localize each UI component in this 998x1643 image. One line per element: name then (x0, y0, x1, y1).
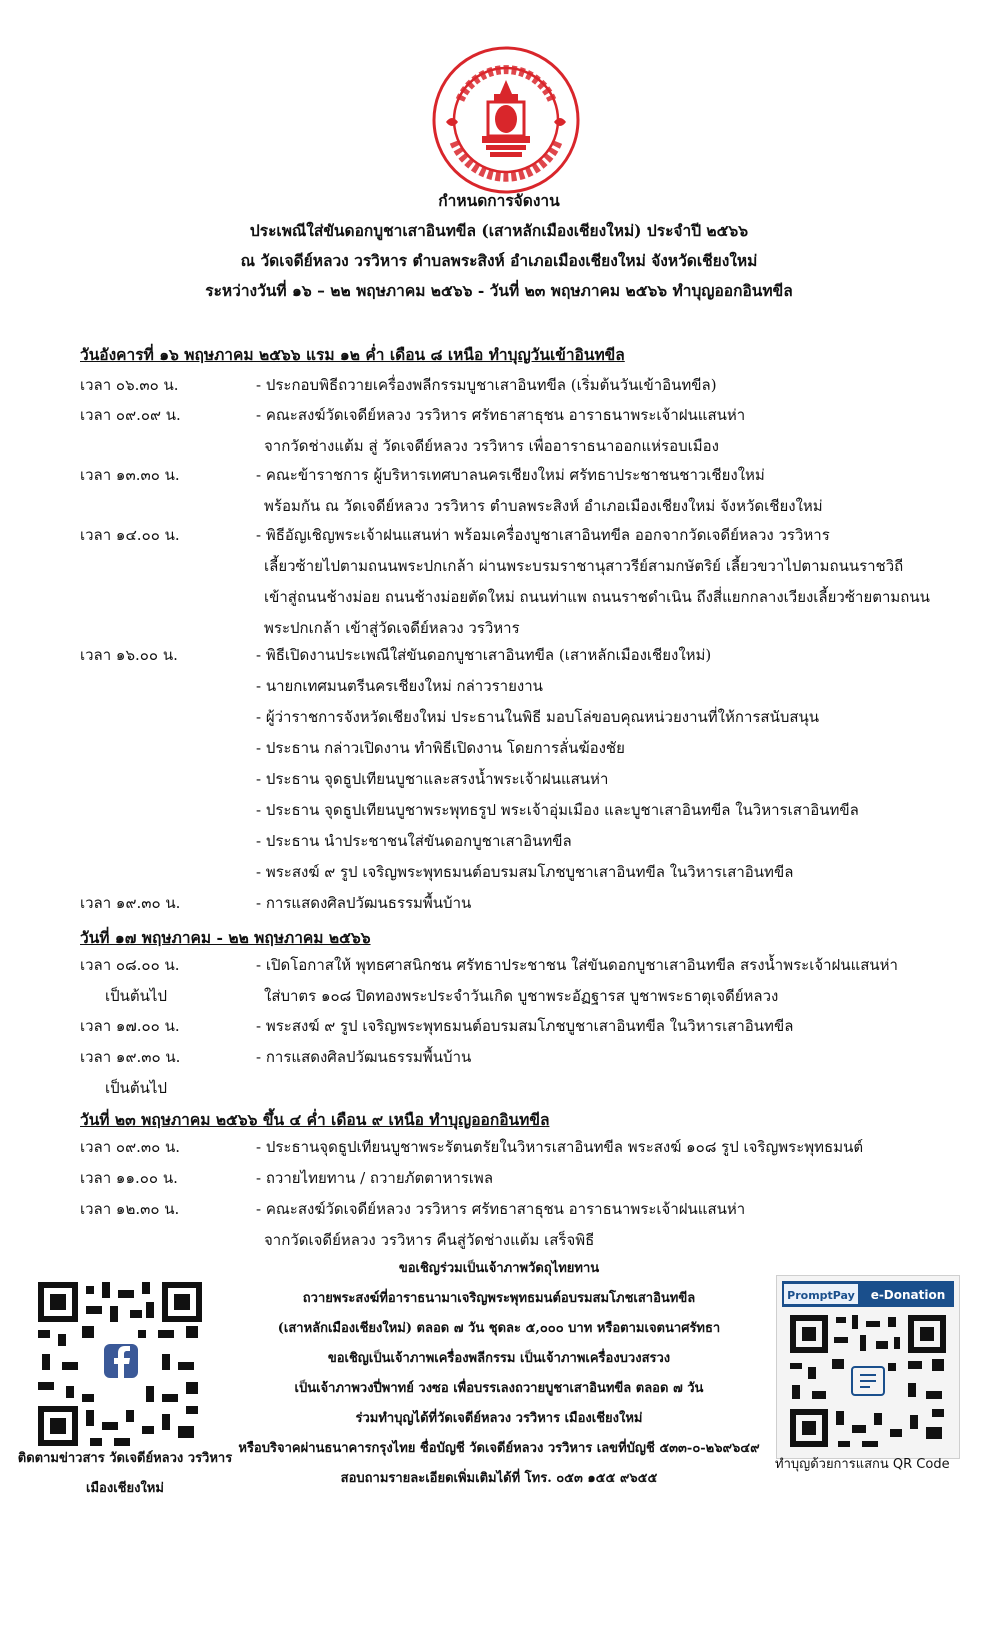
schedule-detail: จากวัดเจดีย์หลวง วรวิหาร คืนสู่วัดช่างแต้ม เสร็จพิธี (264, 1231, 595, 1249)
schedule-time: เวลา ๑๓.๓๐ น. (80, 466, 180, 484)
schedule-detail: - การแสดงศิลปวัฒนธรรมพื้นบ้าน (256, 1048, 472, 1066)
schedule-detail: - ประธาน จุดธูปเทียนบูชาและสรงน้ำพระเจ้าฝนแสนห่า (256, 770, 609, 788)
event-title: ประเพณีใส่ขันดอกบูชาเสาอินทขีล (เสาหลักเมืองเชียงใหม่) ประจำปี ๒๕๖๖ (249, 221, 749, 240)
facebook-qr-code[interactable] (38, 1282, 202, 1446)
promptpay-qr-caption: ทำบุญด้วยการแสกน QR Code (775, 1457, 950, 1472)
schedule-detail: - คณะสงฆ์วัดเจดีย์หลวง วรวิหาร ศรัทธาสาธุชน อาราธนาพระเจ้าฝนแสนห่า (256, 406, 746, 424)
schedule-detail: - ถวายไทยทาน / ถวายภัตตาหารเพล (256, 1169, 494, 1187)
schedule-detail: - พิธีอัญเชิญพระเจ้าฝนแสนห่า พร้อมเครื่องบูชาเสาอินทขีล ออกจากวัดเจดีย์หลวง วรวิหาร (256, 526, 830, 544)
schedule-detail: พระปกเกล้า เข้าสู่วัดเจดีย์หลวง วรวิหาร (264, 619, 520, 637)
schedule-detail: ใส่บาตร ๑๐๘ ปิดทองพระประจำวันเกิด บูชาพระอัฏฐารส บูชาพระธาตุเจดีย์หลวง (264, 987, 779, 1005)
schedule-detail: เลี้ยวซ้ายไปตามถนนพระปกเกล้า ผ่านพระบรมราชานุสาวรีย์สามกษัตริย์ เลี้ยวขวาไปตามถนนราชวิถี (264, 557, 904, 575)
section-heading-day2-7: วันที่ ๑๗ พฤษภาคม - ๒๒ พฤษภาคม ๒๕๖๖ (80, 928, 371, 947)
schedule-detail: - ผู้ว่าราชการจังหวัดเชียงใหม่ ประธานในพิธี มอบโล่ขอบคุณหน่วยงานที่ให้การสนับสนุน (256, 708, 820, 726)
schedule-time: เวลา ๐๙.๐๙ น. (80, 406, 181, 424)
document-heading: กำหนดการจัดงาน (438, 191, 560, 210)
schedule-detail: - เปิดโอกาสให้ พุทธศาสนิกชน ศรัทธาประชาชน ใส่ขันดอกบูชาเสาอินทขีล สรงน้ำพระเจ้าฝนแสนห่า (256, 956, 898, 974)
schedule-detail: - นายกเทศมนตรีนครเชียงใหม่ กล่าวรายงาน (256, 677, 543, 695)
event-dates: ระหว่างวันที่ ๑๖ – ๒๒ พฤษภาคม ๒๕๖๖ - วันที่ ๒๓ พฤษภาคม ๒๕๖๖ ทำบุญออกอินทขีล (205, 281, 793, 300)
edonation-label: e-Donation (870, 1288, 946, 1302)
footer-line: เป็นเจ้าภาพวงปี่พาทย์ วงซอ เพื่อบรรเลงถวายบูชาเสาอินทขีล ตลอด ๗ วัน (294, 1381, 704, 1396)
schedule-time: เวลา ๑๗.๐๐ น. (80, 1017, 180, 1035)
section-heading-day8: วันที่ ๒๓ พฤษภาคม ๒๕๖๖ ขึ้น ๔ ค่ำ เดือน ๙ เหนือ ทำบุญออกอินทขีล (80, 1110, 550, 1129)
event-venue: ณ วัดเจดีย์หลวง วรวิหาร ตำบลพระสิงห์ อำเภอเมืองเชียงใหม่ จังหวัดเชียงใหม่ (240, 251, 758, 270)
schedule-detail: - คณะข้าราชการ ผู้บริหารเทศบาลนครเชียงใหม่ ศรัทธาประชาชนชาวเชียงใหม่ (256, 466, 765, 484)
facebook-qr-caption (0, 1444, 250, 1504)
promptpay-qr-code[interactable] (776, 1275, 960, 1459)
footer-line: หรือบริจาคผ่านธนาคารกรุงไทย ชื่อบัญชี วัดเจดีย์หลวง วรวิหาร เลขที่บัญชี ๕๓๓-๐-๒๖๙๖๔๙ (238, 1441, 760, 1456)
schedule-time: เวลา ๑๙.๓๐ น. (80, 1048, 181, 1066)
schedule-time: เวลา ๑๖.๐๐ น. (80, 646, 178, 664)
schedule-time: เวลา ๑๔.๐๐ น. (80, 526, 180, 544)
schedule-detail: - พระสงฆ์ ๙ รูป เจริญพระพุทธมนต์อบรมสมโภชบูชาเสาอินทขีล ในวิหารเสาอินทขีล (256, 863, 794, 881)
schedule-detail: เข้าสู่ถนนช้างม่อย ถนนช้างม่อยตัดใหม่ ถนนท่าแพ ถนนราชดำเนิน ถึงสี่แยกกลางเวียงเลี้ยวซ้ายตามถนน (264, 588, 930, 606)
qr-caption-line: เมืองเชียงใหม่ (86, 1481, 164, 1496)
schedule-detail: - การแสดงศิลปวัฒนธรรมพื้นบ้าน (256, 894, 472, 912)
footer-line: ถวายพระสงฆ์ที่อาราธนามาเจริญพระพุทธมนต์อบรมสมโภชเสาอินทขีล (302, 1291, 696, 1306)
schedule-time: เวลา ๑๒.๓๐ น. (80, 1200, 180, 1218)
schedule-time-note: เป็นต้นไป (105, 1079, 167, 1097)
qr-caption-line: ติดตามข่าวสาร วัดเจดีย์หลวง วรวิหาร (17, 1451, 233, 1466)
schedule-time: เวลา ๐๘.๐๐ น. (80, 956, 180, 974)
schedule-detail: - พระสงฆ์ ๙ รูป เจริญพระพุทธมนต์อบรมสมโภชบูชาเสาอินทขีล ในวิหารเสาอินทขีล (256, 1017, 794, 1035)
footer-line: (เสาหลักเมืองเชียงใหม่) ตลอด ๗ วัน ชุดละ ๕,๐๐๐ บาท หรือตามเจตนาศรัทธา (277, 1321, 721, 1336)
temple-seal-logo (430, 44, 582, 196)
schedule-detail: - ประกอบพิธีถวายเครื่องพลีกรรมบูชาเสาอินทขีล (เริ่มต้นวันเข้าอินทขีล) (256, 376, 717, 394)
schedule-detail: พร้อมกัน ณ วัดเจดีย์หลวง วรวิหาร ตำบลพระสิงห์ อำเภอเมืองเชียงใหม่ จังหวัดเชียงใหม่ (264, 497, 823, 515)
schedule-time: เวลา ๐๙.๓๐ น. (80, 1138, 181, 1156)
schedule-time-note: เป็นต้นไป (105, 987, 167, 1005)
promptpay-label: PromptPay (787, 1289, 855, 1302)
schedule-time: เวลา ๑๑.๐๐ น. (80, 1169, 178, 1187)
footer-line: ขอเชิญเป็นเจ้าภาพเครื่องพลีกรรม เป็นเจ้าภาพเครื่องบวงสรวง (327, 1351, 671, 1366)
section-heading-day1: วันอังคารที่ ๑๖ พฤษภาคม ๒๕๖๖ แรม ๑๒ ค่ำ เดือน ๘ เหนือ ทำบุญวันเข้าอินทขีล (80, 345, 625, 364)
schedule-detail: จากวัดช่างแต้ม สู่ วัดเจดีย์หลวง วรวิหาร เพื่ออาราธนาออกแห่รอบเมือง (264, 437, 719, 455)
footer-line: ขอเชิญร่วมเป็นเจ้าภาพวัดถุไทยทาน (398, 1261, 600, 1276)
schedule-time: เวลา ๑๙.๓๐ น. (80, 894, 181, 912)
schedule-detail: - ประธาน นำประชาชนใส่ขันดอกบูชาเสาอินทขีล (256, 832, 572, 850)
schedule-detail: - ประธานจุดธูปเทียนบูชาพระรัตนตรัยในวิหารเสาอินทขีล พระสงฆ์ ๑๐๘ รูป เจริญพระพุทธมนต์ (256, 1138, 864, 1156)
schedule-detail: - คณะสงฆ์วัดเจดีย์หลวง วรวิหาร ศรัทธาสาธุชน อาราธนาพระเจ้าฝนแสนห่า (256, 1200, 746, 1218)
schedule-detail: - ประธาน จุดธูปเทียนบูชาพระพุทธรูป พระเจ้าอุ่มเมือง และบูชาเสาอินทขีล ในวิหารเสาอินทขีล (256, 801, 859, 819)
schedule-detail: - พิธีเปิดงานประเพณีใส่ขันดอกบูชาเสาอินทขีล (เสาหลักเมืองเชียงใหม่) (256, 646, 712, 664)
schedule-detail: - ประธาน กล่าวเปิดงาน ทำพิธีเปิดงาน โดยการลั่นฆ้องชัย (256, 739, 625, 757)
schedule-time: เวลา ๐๖.๓๐ น. (80, 376, 179, 394)
footer-line: สอบถามรายละเอียดเพิ่มเติมได้ที่ โทร. ๐๕๓ ๑๕๕ ๙๖๕๕ (340, 1471, 658, 1486)
footer-line: ร่วมทำบุญได้ที่วัดเจดีย์หลวง วรวิหาร เมืองเชียงใหม่ (355, 1411, 643, 1426)
